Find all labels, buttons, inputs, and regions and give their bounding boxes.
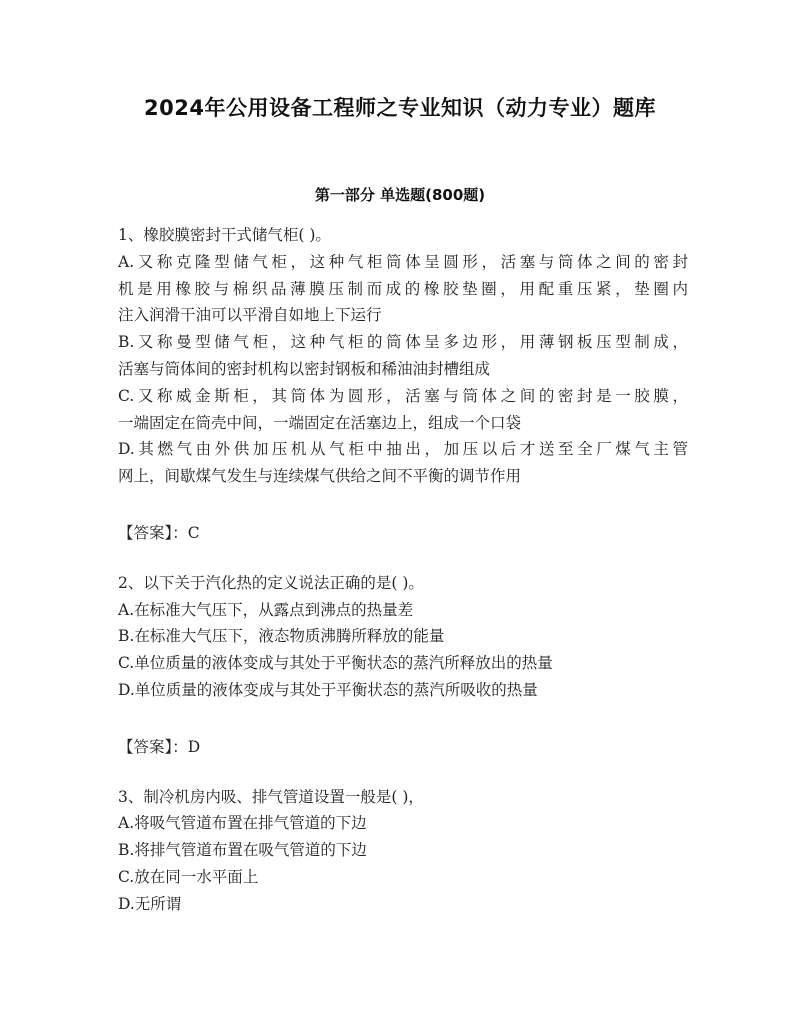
question-1-option-a-line-2: 机是用橡胶与棉织品薄膜压制而成的橡胶垫圈，用配重压紧，垫圈内 [118,279,688,298]
question-1 [118,222,688,547]
question-2-option-b: B.在标准大气压下，液态物质沸腾所释放的能量 [118,627,445,646]
question-2-stem: 2、以下关于汽化热的定义说法正确的是( )。 [118,573,424,592]
question-3-option-d: D.无所谓 [118,894,182,913]
question-1-option-a-line-1: A.又称克隆型储气柜，这种气柜筒体呈圆形，活塞与筒体之间的密封 [118,252,688,271]
question-3-option-b: B.将排气管道布置在吸气管道的下边 [118,841,367,860]
question-1-option-b-line-2: 活塞与筒体间的密封机构以密封钢板和稀油油封槽组成 [118,359,491,378]
question-1-option-b-line-1: B.又称曼型储气柜，这种气柜的筒体呈多边形，用薄钢板压型制成， [118,333,688,352]
question-3 [118,784,688,918]
question-2-option-d: D.单位质量的液体变成与其处于平衡状态的蒸汽所吸收的热量 [118,680,538,699]
question-1-answer: 【答案】：C [118,523,200,542]
question-2-option-c: C.单位质量的液体变成与其处于平衡状态的蒸汽所释放出的热量 [118,654,553,673]
question-1-option-c-line-1: C.又称威金斯柜，其筒体为圆形，活塞与筒体之间的密封是一胶膜， [118,386,688,405]
question-3-stem: 3、制冷机房内吸、排气管道设置一般是( )， [118,787,424,806]
question-1-option-d-line-2: 网上，间歇煤气发生与连续煤气供给之间不平衡的调节作用 [118,467,522,486]
question-1-option-a-line-3: 注入润滑干油可以平滑自如地上下运行 [118,306,382,325]
question-1-stem: 1、橡胶膜密封干式储气柜( )。 [118,226,331,244]
question-list [118,222,688,918]
question-2-answer: 【答案】：D [118,737,201,756]
question-2-option-a: A.在标准大气压下，从露点到沸点的热量差 [118,600,414,619]
question-2 [118,570,688,761]
question-3-option-c: C.放在同一水平面上 [118,867,259,886]
question-1-option-c-line-2: 一端固定在筒壳中间，一端固定在活塞边上，组成一个口袋 [118,413,522,432]
question-3-option-a: A.将吸气管道布置在排气管道的下边 [118,814,367,833]
section-heading: 第一部分 单选题(800题) [314,186,486,204]
document-title: 2024年公用设备工程师之专业知识（动力专业）题库 [144,96,656,120]
question-1-option-d-line-1: D.其燃气由外供加压机从气柜中抽出，加压以后才送至全厂煤气主管 [118,440,688,459]
